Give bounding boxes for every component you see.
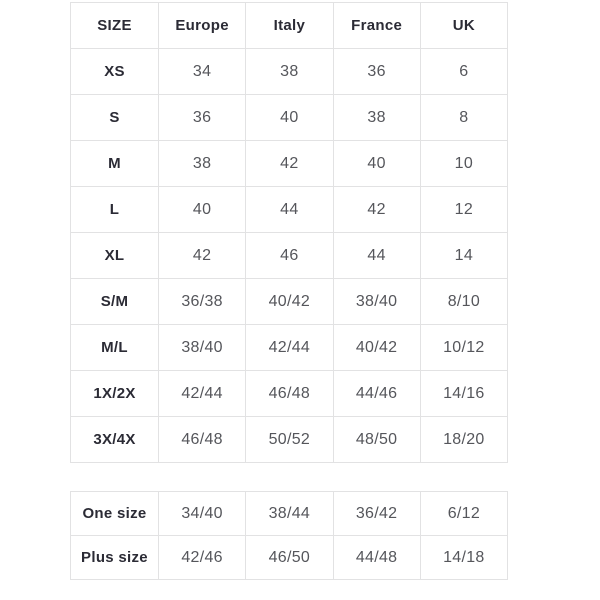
column-header-europe: Europe [159,3,246,49]
row-label: Plus size [71,536,159,580]
cell-france: 38/40 [333,279,420,325]
cell-italy: 40 [246,95,333,141]
cell-europe: 40 [159,187,246,233]
table-row [71,233,508,279]
cell-uk: 6/12 [420,492,507,536]
cell-europe: 42/46 [159,536,246,580]
column-header-france: France [333,3,420,49]
row-label: S/M [71,279,159,325]
cell-europe: 34/40 [159,492,246,536]
cell-uk: 14/16 [420,371,507,417]
cell-italy: 38 [246,49,333,95]
cell-italy: 46/48 [246,371,333,417]
cell-uk: 18/20 [420,417,507,463]
cell-france: 44 [333,233,420,279]
cell-uk: 8 [420,95,507,141]
table-gap [70,463,600,491]
special-sizes-table [70,491,508,580]
cell-uk: 14/18 [420,536,507,580]
row-label: M/L [71,325,159,371]
cell-france: 36 [333,49,420,95]
table-row [71,49,508,95]
table-row [71,95,508,141]
column-header-size: SIZE [71,3,159,49]
row-label: XL [71,233,159,279]
cell-france: 40/42 [333,325,420,371]
table-row [71,141,508,187]
cell-italy: 46 [246,233,333,279]
row-label: 1X/2X [71,371,159,417]
cell-europe: 36/38 [159,279,246,325]
cell-europe: 34 [159,49,246,95]
cell-france: 40 [333,141,420,187]
table-row [71,536,508,580]
header-row [71,3,508,49]
size-conversion-table [70,2,508,463]
cell-france: 44/48 [333,536,420,580]
row-label: 3X/4X [71,417,159,463]
cell-europe: 36 [159,95,246,141]
row-label: One size [71,492,159,536]
cell-italy: 46/50 [246,536,333,580]
cell-france: 48/50 [333,417,420,463]
cell-france: 44/46 [333,371,420,417]
cell-europe: 42/44 [159,371,246,417]
cell-uk: 8/10 [420,279,507,325]
cell-italy: 42/44 [246,325,333,371]
table-row [71,417,508,463]
cell-france: 36/42 [333,492,420,536]
cell-uk: 6 [420,49,507,95]
cell-europe: 46/48 [159,417,246,463]
cell-europe: 38/40 [159,325,246,371]
cell-italy: 42 [246,141,333,187]
cell-italy: 44 [246,187,333,233]
table-row [71,371,508,417]
row-label: M [71,141,159,187]
cell-europe: 38 [159,141,246,187]
cell-uk: 10/12 [420,325,507,371]
cell-italy: 40/42 [246,279,333,325]
table-row [71,492,508,536]
cell-italy: 50/52 [246,417,333,463]
cell-uk: 12 [420,187,507,233]
column-header-uk: UK [420,3,507,49]
cell-france: 42 [333,187,420,233]
row-label: L [71,187,159,233]
cell-europe: 42 [159,233,246,279]
column-header-italy: Italy [246,3,333,49]
table-row [71,187,508,233]
table-row [71,279,508,325]
row-label: XS [71,49,159,95]
row-label: S [71,95,159,141]
cell-france: 38 [333,95,420,141]
cell-italy: 38/44 [246,492,333,536]
cell-uk: 14 [420,233,507,279]
table-row [71,325,508,371]
cell-uk: 10 [420,141,507,187]
